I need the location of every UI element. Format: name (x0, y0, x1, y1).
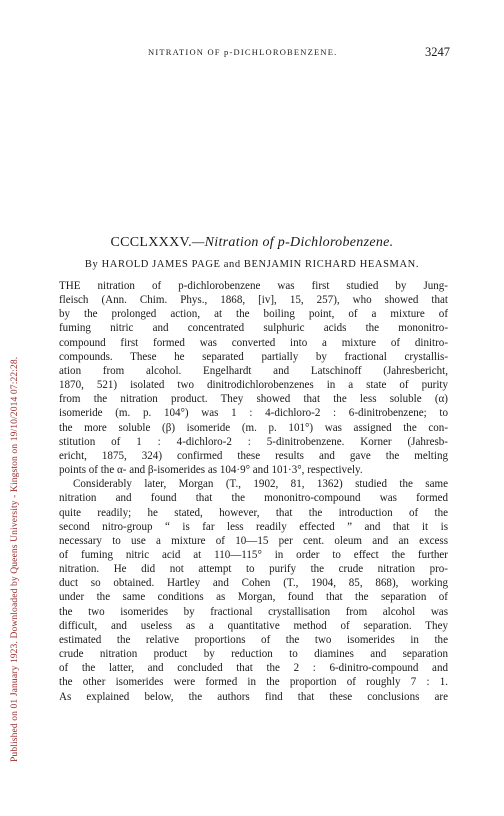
author-byline: By HAROLD JAMES PAGE and BENJAMIN RICHARD HEASMAN. (84, 259, 420, 270)
page-number: 3247 (425, 45, 450, 59)
body-line: ericht, 1875, 324) confirmed these results and gave the melting (59, 449, 448, 462)
body-line: duct so obtained. Hartley and Cohen (T., 1904, 85, 868), working (59, 577, 448, 590)
body-line: nitration. He did not attempt to purify the crude nitration pro- (59, 563, 448, 576)
article-title-text: —Nitration of p-Dichlorobenzene. (191, 235, 394, 250)
body-line: As explained below, the authors find that these conclusions are (59, 690, 448, 703)
body-line: compounds. These he separated partially by fractional crystallis- (59, 350, 448, 363)
body-line: the two isomerides by fractional crystallisation from alcohol was (59, 605, 448, 618)
article-number: CCCLXXXV. (110, 235, 192, 250)
body-line: Considerably later, Morgan (T., 1902, 81, 1362) studied the same (73, 478, 448, 491)
article-title (56, 235, 448, 251)
article-body (59, 279, 448, 704)
body-line: ation from alcohol. Engelhardt and Latschinoff (Jahresbericht, (59, 364, 448, 377)
body-line: crude nitration product by reduction to diamines and separation (59, 648, 448, 661)
body-line: estimated the relative proportions of the two isomerides in the (59, 633, 448, 646)
body-line: fleisch (Ann. Chim. Phys., 1868, [iv], 15, 257), who showed that (59, 294, 448, 307)
body-line: points of the α- and β-isomerides as 104·9° and 101·3°, respectively. (59, 464, 363, 477)
body-line: quite readily; he stated, however, that the introduction of the (59, 506, 448, 519)
body-line: 1870, 521) isolated two dinitrodichlorobenzenes in a state of purity (59, 379, 448, 392)
body-line: the other isomerides were formed in the proportion of roughly 7 : 1. (59, 676, 448, 689)
body-line: fuming nitric and concentrated sulphuric acids the mononitro- (59, 322, 448, 335)
body-line: under the same conditions as Morgan, found that the separation of (59, 591, 448, 604)
body-line: THE nitration of p-dichlorobenzene was first studied by Jung- (59, 280, 448, 292)
running-title: NITRATION OF p-DICHLOROBENZENE. (148, 47, 338, 57)
body-line: second nitro-group “ is far less readily effected ” and that it is (59, 520, 448, 533)
body-line: compound first formed was converted into a mixture of dinitro- (59, 336, 448, 349)
body-line: isomeride (m. p. 104°) was 1 : 4-dichloro-2 : 6-dinitrobenzene; to (59, 407, 448, 420)
body-line: of the latter, and concluded that the 2 : 6-dinitro-compound and (59, 662, 448, 675)
body-line: by the prolonged action, at the boiling point, of a mixture of (59, 308, 448, 321)
body-line: of fuming nitric acid at 110—115° in order to effect the further (59, 548, 448, 561)
running-header (56, 47, 448, 61)
body-line: nitration and found that the mononitro-compound was formed (59, 492, 448, 505)
body-line: necessary to use a mixture of 10—15 per cent. oleum and an excess (59, 534, 448, 547)
download-watermark: Published on 01 January 1923. Downloaded by Queens University - Kingston on 19/10/2014 07:22:28. (9, 356, 20, 762)
body-line: stitution of 1 : 4-dichloro-2 : 5-dinitrobenzene. Korner (Jahresb- (59, 435, 448, 448)
body-line: the more soluble (β) isomeride (m. p. 101°) was assigned the con- (59, 421, 448, 434)
body-line: from the nitration product. They showed that the less soluble (α) (59, 393, 448, 406)
body-line: difficult, and useless as a quantitative method of separation. They (59, 619, 448, 632)
